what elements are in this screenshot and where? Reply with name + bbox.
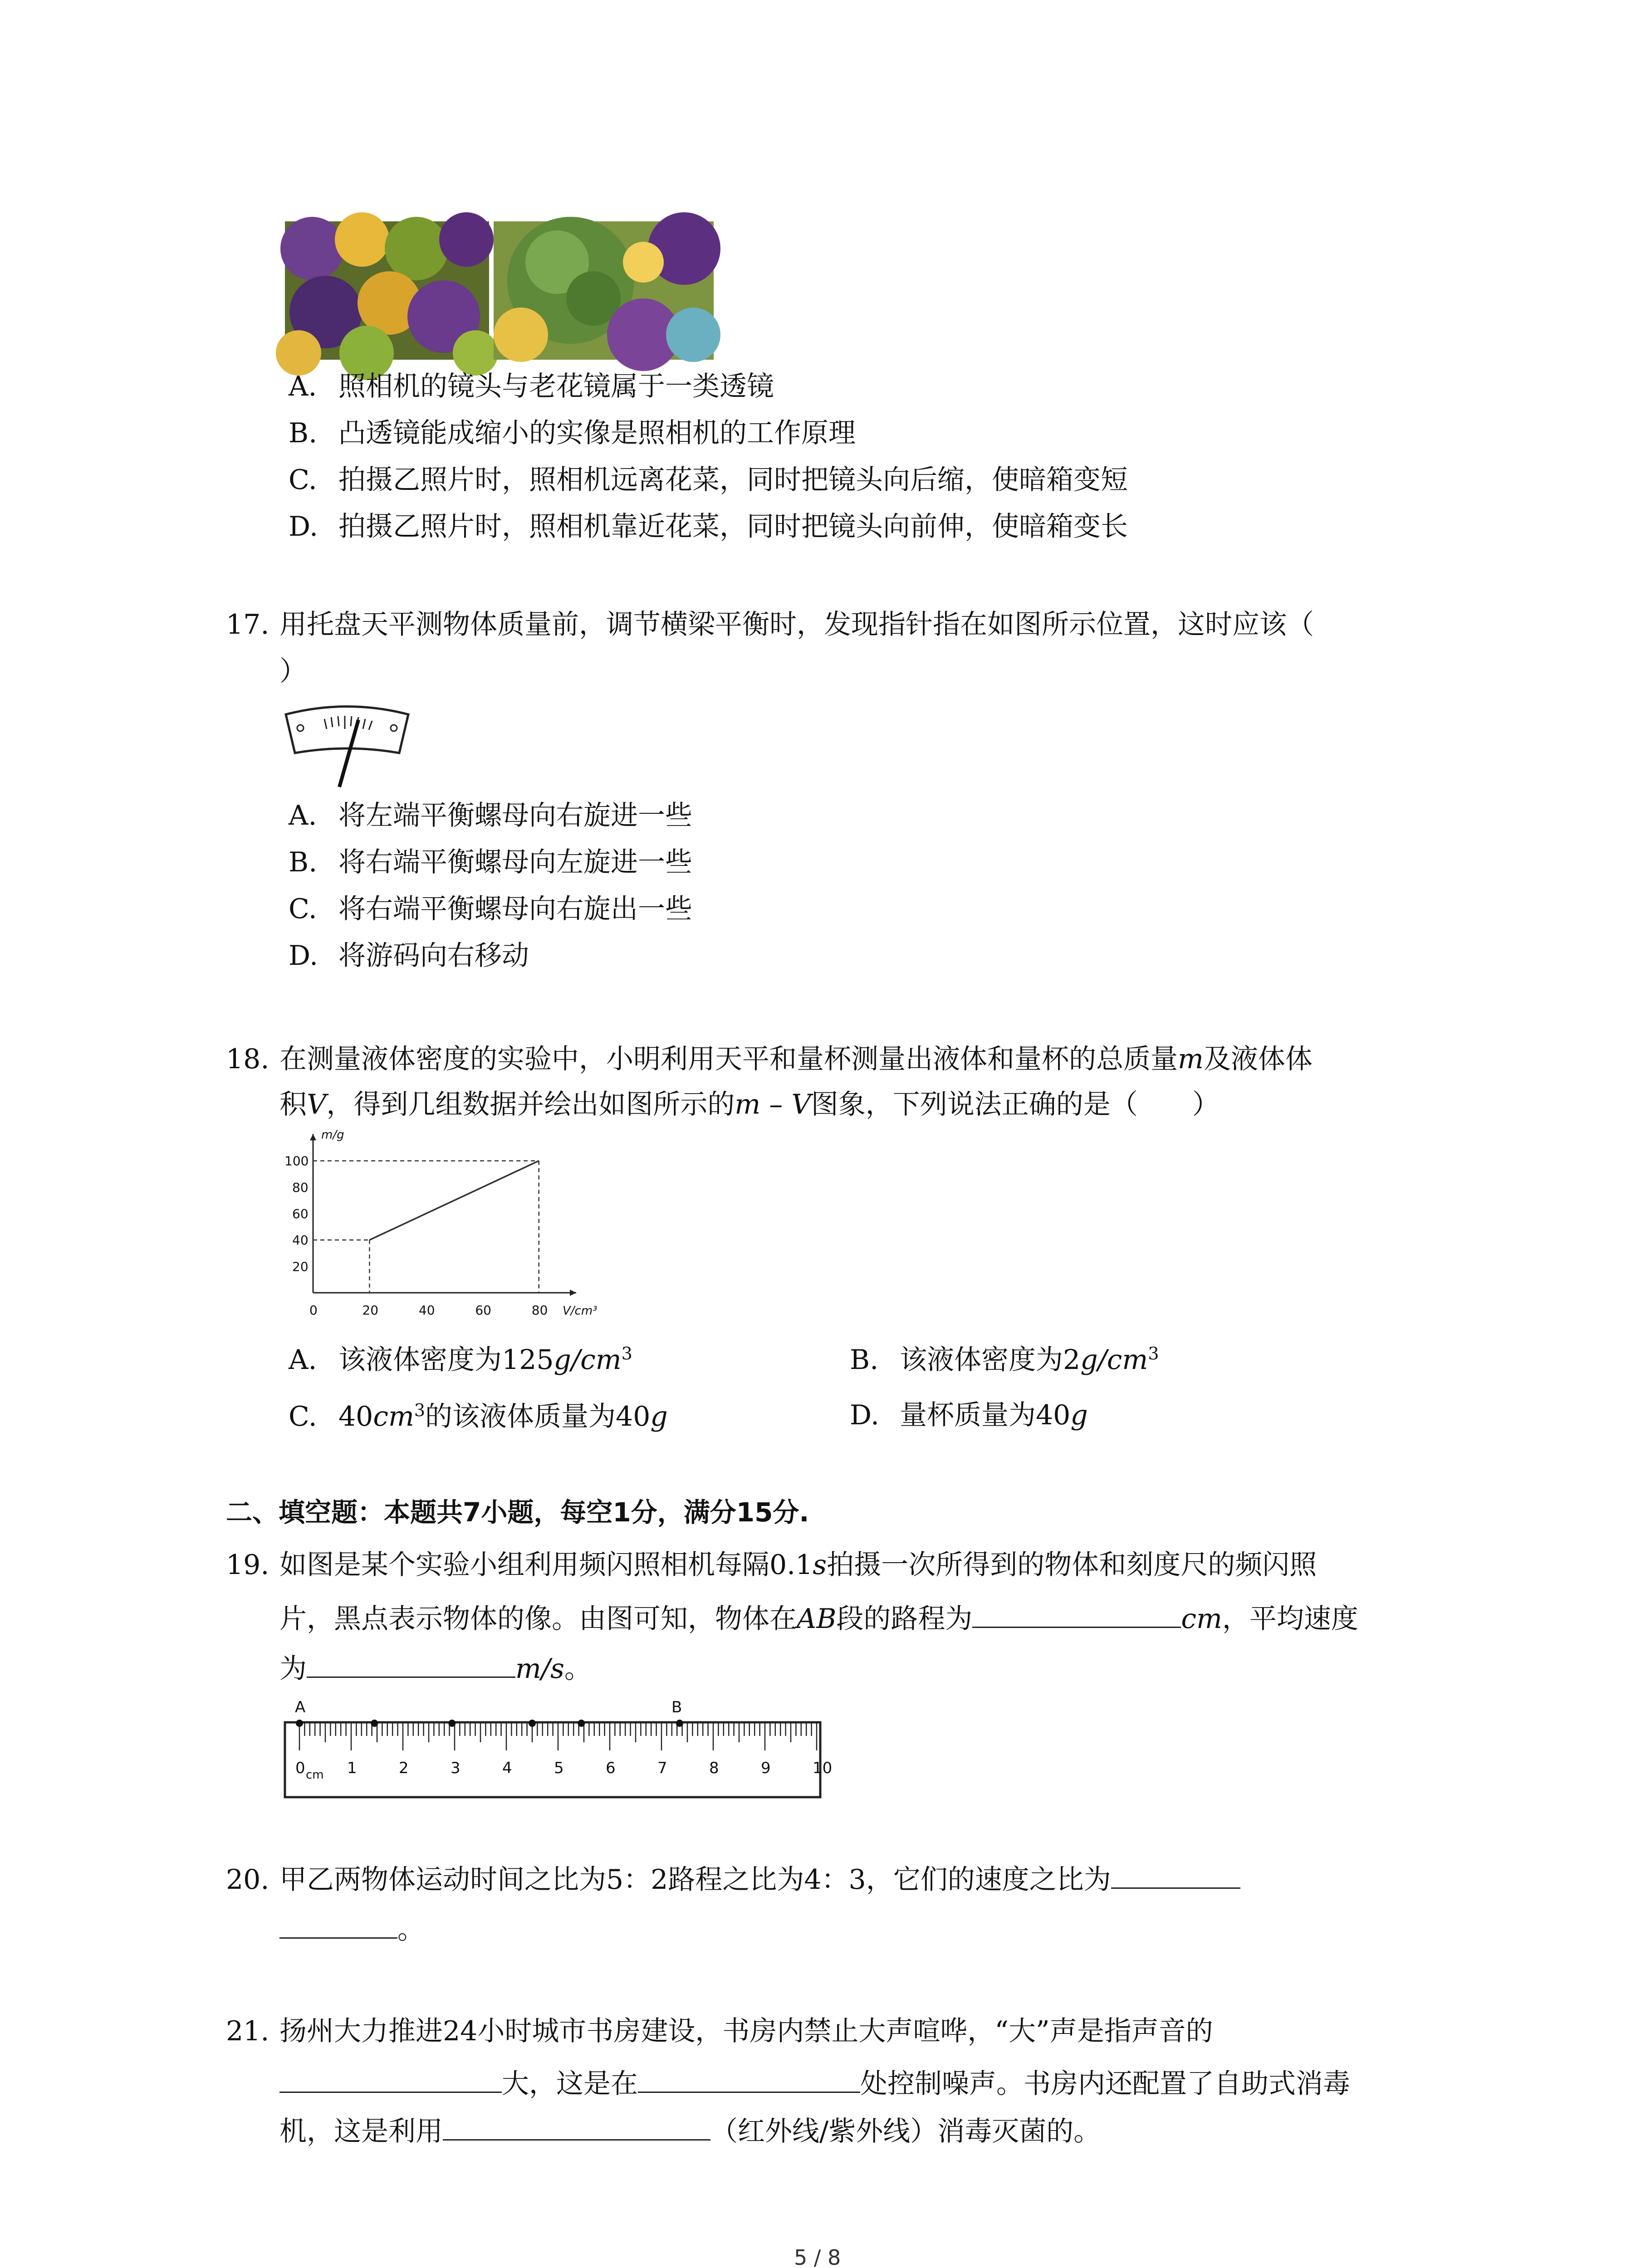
option-letter: B. <box>289 846 318 878</box>
ruler-ticks <box>295 1723 832 1782</box>
option-text: 将左端平衡螺母向右旋进一些 <box>338 800 692 831</box>
option-text: 将右端平衡螺母向右旋出一些 <box>338 893 692 925</box>
q18-option-d <box>850 1399 1088 1431</box>
option-letter: A. <box>289 371 317 402</box>
option-text: 该液体密度为125 <box>338 1344 554 1376</box>
stem-unit: s <box>813 1549 827 1581</box>
stem-text: 机，这是利用 <box>279 2116 443 2147</box>
stem-text: 片，黑点表示物体的像。由图可知，物体在 <box>279 1603 797 1635</box>
option-text: 量杯质量为40 <box>900 1399 1071 1431</box>
y-tick-label: 40 <box>292 1232 309 1248</box>
ruler-tick-label: 3 <box>451 1759 460 1777</box>
stem-text: ，平均速度 <box>1222 1603 1358 1635</box>
option-letter: C. <box>289 464 317 496</box>
q17-stem-line2 <box>279 655 307 687</box>
q18-stem-line2 <box>279 1091 1220 1118</box>
question-stem-end: ） <box>279 655 307 687</box>
stem-text: ，得到几组数据并绘出如图所示的 <box>326 1089 735 1120</box>
x-tick-label: 20 <box>362 1303 379 1318</box>
option-sup: 3 <box>414 1400 426 1420</box>
balance-pointer-figure <box>281 701 413 792</box>
x-tick-label: 0 <box>309 1303 318 1318</box>
answer-blank[interactable] <box>443 2114 710 2141</box>
option-text: 照相机的镜头与老花镜属于一类透镜 <box>338 371 774 402</box>
stem-text: 及液体体 <box>1203 1043 1313 1075</box>
q18-option-a <box>289 1345 632 1374</box>
option-letter: D. <box>850 1399 880 1431</box>
stem-text: 为 <box>279 1653 307 1685</box>
image-dot <box>676 1720 683 1727</box>
stem-text: 段的路程为 <box>836 1603 973 1635</box>
image-dot <box>371 1720 378 1727</box>
stem-unit: m/s <box>515 1653 564 1685</box>
option-letter: D. <box>289 940 318 972</box>
question-number: 20. <box>226 1864 269 1896</box>
option-letter: A. <box>289 1344 317 1376</box>
y-axis-label: m/g <box>321 1128 344 1142</box>
stem-text: 扬州大力推进24小时城市书房建设，书房内禁止大声喧哗，“大”声是指声音的 <box>279 2015 1213 2047</box>
ruler-tick-label: 9 <box>761 1759 771 1777</box>
stem-text: 甲乙两物体运动时间之比为5：2路程之比为4：3，它们的速度之比为 <box>279 1864 1111 1896</box>
option-unit: g/cm <box>1080 1344 1148 1376</box>
option-unit: g/cm <box>554 1344 622 1376</box>
option-text: 凸透镜能成缩小的实像是照相机的工作原理 <box>338 417 856 449</box>
ruler-tick-label: 8 <box>709 1759 719 1777</box>
section-title: 二、填空题：本题共7小题，每空1分，满分15分. <box>226 1497 809 1528</box>
stem-text: 在测量液体密度的实验中，小明利用天平和量杯测量出液体和量杯的总质量 <box>279 1043 1178 1075</box>
x-axis-label: V/cm³ <box>563 1304 598 1318</box>
y-tick-label: 80 <box>292 1180 309 1195</box>
option-number: 40 <box>338 1401 373 1432</box>
q17-option-d <box>289 940 529 972</box>
question-number: 18. <box>226 1043 269 1075</box>
stem-text: 如图是某个实验小组利用频闪照相机每隔 <box>279 1549 769 1581</box>
ruler-label-a: A <box>295 1698 306 1716</box>
question-number: 19. <box>226 1549 269 1581</box>
image-dot <box>578 1720 585 1727</box>
q21-stem-line2 <box>279 2066 1350 2100</box>
answer-blank[interactable] <box>1111 1862 1240 1889</box>
cauliflower-photo-yi <box>494 221 714 360</box>
q21-stem-line3 <box>279 2114 1101 2145</box>
q21-stem-line1 <box>226 2015 1213 2047</box>
symbol-ab: AB <box>797 1603 837 1635</box>
answer-blank[interactable] <box>279 1912 397 1939</box>
data-line <box>369 1161 539 1240</box>
ruler-tick-label: 6 <box>606 1759 616 1777</box>
image-dot <box>296 1720 303 1727</box>
cauliflower-photo-jia <box>285 221 489 360</box>
q19-stem-line2 <box>279 1601 1358 1633</box>
q17-stem-line1 <box>226 611 1314 638</box>
q20-stem-line2 <box>279 1912 425 1943</box>
ruler-tick-label: 10 <box>813 1759 833 1777</box>
x-axis-arrow <box>570 1290 576 1296</box>
x-tick-label: 60 <box>475 1303 491 1318</box>
stem-text: 大，这是在 <box>502 2068 638 2100</box>
ruler-label-b: B <box>671 1698 682 1716</box>
option-unit: cm <box>373 1401 414 1432</box>
x-tick-label: 80 <box>531 1303 548 1318</box>
option-text: 将右端平衡螺母向左旋进一些 <box>338 846 692 878</box>
q17-option-b <box>289 846 692 878</box>
q16-option-c <box>289 466 1128 494</box>
option-unit: g <box>1070 1399 1088 1431</box>
option-letter: B. <box>289 417 318 449</box>
q16-option-d <box>289 511 1128 543</box>
ruler-tick-label: 4 <box>502 1759 512 1777</box>
stem-text: 。 <box>564 1653 592 1685</box>
q17-option-c <box>289 895 692 923</box>
ruler-tick-label: 0 <box>295 1759 305 1777</box>
page-number: 5 / 8 <box>794 2245 841 2268</box>
image-dot <box>529 1720 536 1727</box>
option-letter: C. <box>289 1401 317 1432</box>
q17-option-a <box>289 802 692 829</box>
symbol-mv: m – V <box>735 1089 811 1120</box>
ruler-unit-label: cm <box>306 1768 324 1782</box>
q18-stem-line1 <box>226 1043 1313 1075</box>
ruler-tick-label: 2 <box>399 1759 409 1777</box>
stem-number: 0.1 <box>769 1549 813 1581</box>
ruler-tick-label: 1 <box>347 1759 357 1777</box>
option-letter: D. <box>289 511 318 543</box>
answer-blank[interactable] <box>279 2066 502 2093</box>
x-tick-label: 40 <box>418 1303 435 1318</box>
option-unit: g <box>650 1401 668 1432</box>
question-stem: 用托盘天平测物体质量前，调节横梁平衡时，发现指针指在如图所示位置，这时应该（ <box>279 609 1314 640</box>
stem-text: 。 <box>397 1914 425 1945</box>
option-sup: 3 <box>1148 1344 1159 1364</box>
y-tick-label: 60 <box>292 1206 309 1222</box>
option-text: 的该液体质量为40 <box>425 1401 651 1432</box>
option-letter: C. <box>289 893 317 925</box>
q18-option-c <box>289 1402 668 1430</box>
stem-text: 图象，下列说法正确的是（ ） <box>811 1089 1220 1120</box>
y-axis-arrow <box>310 1134 316 1140</box>
answer-blank[interactable] <box>972 1601 1181 1628</box>
option-letter: B. <box>850 1344 879 1376</box>
answer-blank[interactable] <box>307 1651 515 1678</box>
q16-option-a <box>289 373 774 400</box>
option-sup: 3 <box>621 1344 632 1364</box>
stem-text: 拍摄一次所得到的物体和刻度尺的频闪照 <box>827 1549 1317 1581</box>
option-text: 该液体密度为2 <box>900 1344 1081 1376</box>
q20-stem-line1 <box>226 1862 1240 1896</box>
symbol-m: m <box>1178 1043 1204 1075</box>
m-v-chart <box>281 1129 599 1329</box>
answer-blank[interactable] <box>638 2066 860 2093</box>
stem-text: 处控制噪声。书房内还配置了自助式消毒 <box>860 2068 1350 2100</box>
stem-text: 积 <box>279 1089 307 1120</box>
image-dot <box>448 1720 456 1727</box>
y-tick-label: 20 <box>292 1259 309 1274</box>
q19-stem-line1 <box>226 1551 1317 1579</box>
question-number: 21. <box>226 2015 269 2047</box>
stem-unit: cm <box>1181 1603 1222 1635</box>
option-text: 拍摄乙照片时，照相机靠近花菜，同时把镜头向前伸，使暗箱变长 <box>338 511 1128 543</box>
q18-option-b <box>850 1345 1159 1374</box>
stem-text: （红外线/紫外线）消毒灭菌的。 <box>710 2116 1101 2147</box>
q19-stem-line3 <box>279 1651 592 1685</box>
option-letter: A. <box>289 800 317 831</box>
question-number: 17. <box>226 609 269 640</box>
ruler-tick-label: 7 <box>657 1759 667 1777</box>
option-text: 拍摄乙照片时，照相机远离花菜，同时把镜头向后缩，使暗箱变短 <box>338 464 1128 496</box>
ruler-tick-label: 5 <box>554 1759 564 1777</box>
q16-option-b <box>289 417 856 449</box>
ruler-figure <box>281 1694 833 1803</box>
option-text: 将游码向右移动 <box>338 940 529 972</box>
y-tick-label: 100 <box>284 1154 309 1169</box>
symbol-v: V <box>307 1089 327 1120</box>
